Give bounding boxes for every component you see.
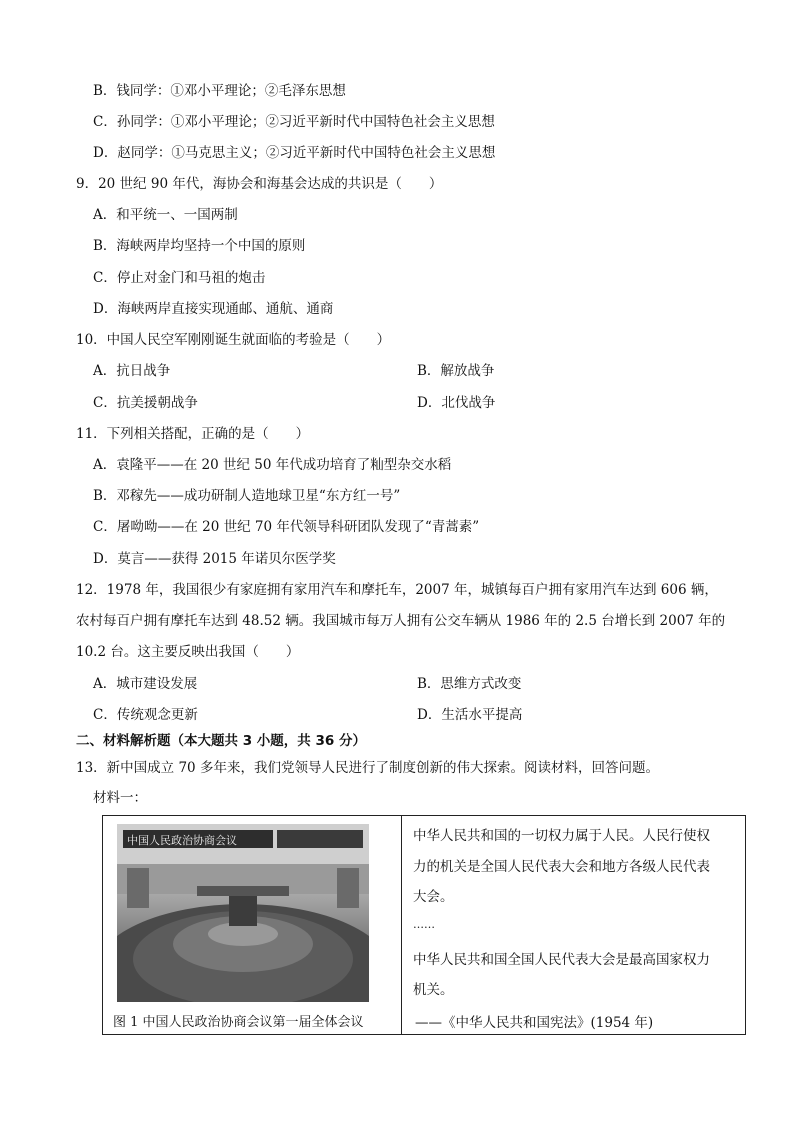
congress-photo-art xyxy=(117,824,369,1002)
q12-stem-line-2: 农村每百户拥有摩托车达到 48.52 辆。我国城市每万人拥有公交车辆从 1986 年的 2.5 台增长到 2007 年的 xyxy=(76,613,726,629)
q8-option-d: D．赵同学：①马克思主义；②习近平新时代中国特色社会主义思想 xyxy=(93,145,496,161)
q12-option-c: C．传统观念更新 xyxy=(93,707,198,723)
q12-option-a: A．城市建设发展 xyxy=(93,676,198,692)
q11-option-c: C．屠呦呦——在 20 世纪 70 年代领导科研团队发现了“青蒿素” xyxy=(93,519,480,535)
q11-stem: 11．下列相关搭配，正确的是（ ） xyxy=(76,426,310,442)
q9-stem: 9．20 世纪 90 年代，海协会和海基会达成的共识是（ ） xyxy=(76,176,443,192)
table-divider xyxy=(401,816,402,1034)
q12-stem-line-1: 12．1978 年，我国很少有家庭拥有家用汽车和摩托车，2007 年，城镇每百户拥有家用汽车达到 606 辆， xyxy=(76,582,718,598)
quote-source: ——《中华人民共和国宪法》(1954 年) xyxy=(415,1015,654,1031)
q9-option-c: C．停止对金门和马祖的炮击 xyxy=(93,270,266,286)
q9-option-a: A．和平统一、一国两制 xyxy=(93,207,238,223)
q10-option-d: D．北伐战争 xyxy=(417,395,496,411)
q9-option-d: D．海峡两岸直接实现通邮、通航、通商 xyxy=(93,301,334,317)
q11-option-a: A．袁隆平——在 20 世纪 50 年代成功培育了籼型杂交水稻 xyxy=(93,457,452,473)
q12-option-d: D．生活水平提高 xyxy=(417,707,523,723)
q10-stem: 10．中国人民空军刚刚诞生就面临的考验是（ ） xyxy=(76,332,391,348)
quote-line-2: 力的机关是全国人民代表大会和地方各级人民代表 xyxy=(413,859,710,875)
photo-caption: 图 1 中国人民政治协商会议第一届全体会议 xyxy=(113,1015,364,1030)
q12-stem-line-3: 10.2 台。这主要反映出我国（ ） xyxy=(76,644,300,660)
q8-option-c: C．孙同学：①邓小平理论；②习近平新时代中国特色社会主义思想 xyxy=(93,114,495,130)
congress-photo xyxy=(117,824,369,1002)
q13-stem: 13．新中国成立 70 多年来，我们党领导人民进行了制度创新的伟大探索。阅读材料，回答问题。 xyxy=(76,760,659,776)
quote-ellipsis: …… xyxy=(413,918,435,931)
q10-option-b: B．解放战争 xyxy=(417,363,495,379)
material-table xyxy=(102,815,746,1035)
material-label: 材料一： xyxy=(93,790,147,806)
q11-option-b: B．邓稼先——成功研制人造地球卫星“东方红一号” xyxy=(93,488,401,504)
quote-line-4: 中华人民共和国全国人民代表大会是最高国家权力 xyxy=(413,952,710,968)
quote-line-5: 机关。 xyxy=(413,982,454,998)
quote-line-1: 中华人民共和国的一切权力属于人民。人民行使权 xyxy=(413,828,710,844)
q11-option-d: D．莫言——获得 2015 年诺贝尔医学奖 xyxy=(93,551,336,567)
photo-banner-text: 中国人民政治协商会议 xyxy=(127,834,237,847)
q10-option-c: C．抗美援朝战争 xyxy=(93,395,198,411)
q12-option-b: B．思维方式改变 xyxy=(417,676,522,692)
section-title: 二、材料解析题（本大题共 3 小题，共 36 分） xyxy=(76,733,366,749)
q9-option-b: B．海峡两岸均坚持一个中国的原则 xyxy=(93,238,306,254)
quote-line-3: 大会。 xyxy=(413,889,454,905)
q8-option-b: B．钱同学：①邓小平理论；②毛泽东思想 xyxy=(93,83,346,99)
q10-option-a: A．抗日战争 xyxy=(93,363,171,379)
